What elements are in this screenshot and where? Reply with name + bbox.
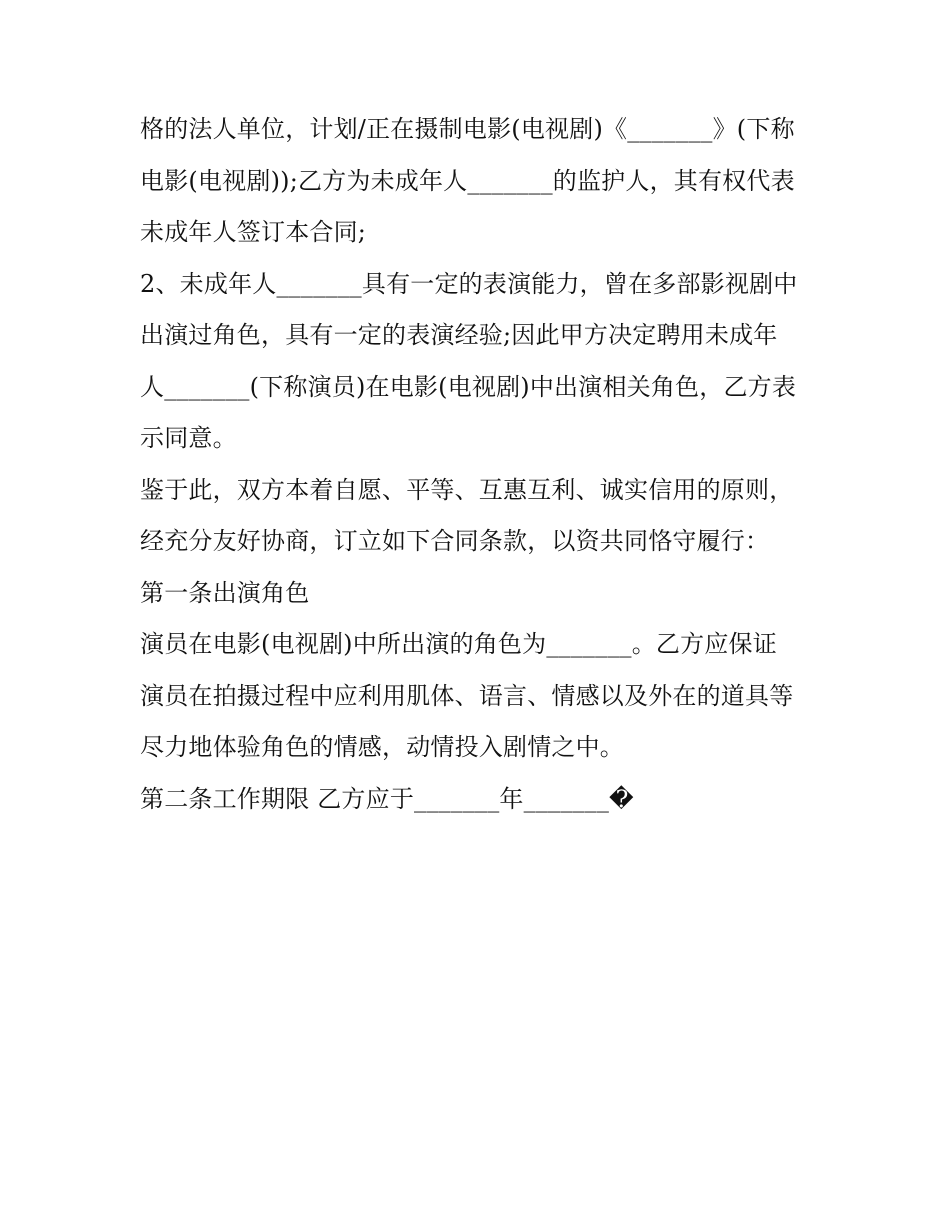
text-line: 2、未成年人_______具有一定的表演能力，曾在多部影视剧中: [140, 269, 798, 298]
text-line: 经充分友好协商，订立如下合同条款，以资共同恪守履行：: [140, 527, 770, 555]
text-line: 演员在拍摄过程中应利用肌体、语言、情感以及外在的道具等: [140, 681, 794, 710]
text-line: 人_______(下称演员)在电影(电视剧)中出演相关角色，乙方表: [140, 372, 797, 401]
contract-text: [140, 104, 830, 825]
text-line: 格的法人单位，计划/正在摄制电影(电视剧)《_______》(下称: [140, 115, 795, 143]
text-line: 未成年人签订本合同;: [140, 218, 367, 246]
text-line: 电影(电视剧));乙方为未成年人_______的监护人，其有权代表: [140, 166, 795, 195]
section-heading: 第二条工作期限 乙方应于_______年_______�: [140, 784, 634, 813]
text-line: 鉴于此，双方本着自愿、平等、互惠互利、诚实信用的原则，: [140, 475, 794, 504]
text-line: 出演过角色，具有一定的表演经验;因此甲方决定聘用未成年: [140, 321, 778, 349]
text-line: 示同意。: [140, 424, 237, 452]
section-heading: 第一条出演角色: [140, 578, 310, 607]
text-line: 演员在电影(电视剧)中所出演的角色为_______。乙方应保证: [140, 630, 777, 658]
text-line: 尽力地体验角色的情感，动情投入剧情之中。: [140, 733, 624, 761]
